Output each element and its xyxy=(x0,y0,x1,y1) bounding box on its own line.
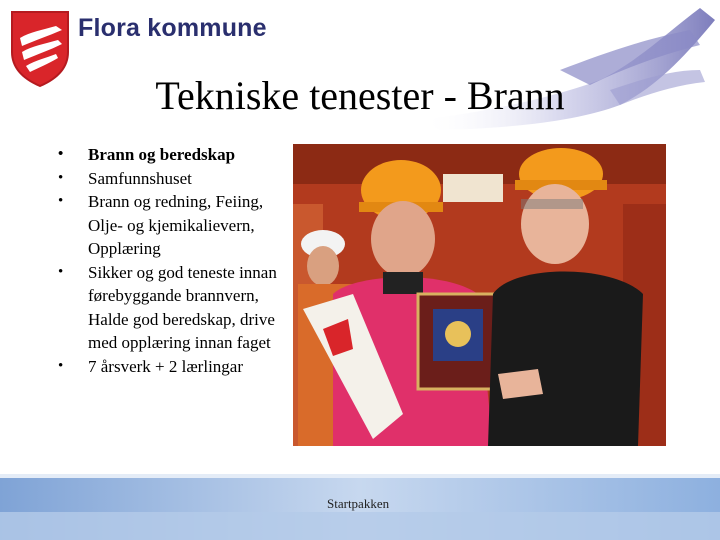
bullet-item: • Sikker og god teneste innan førebyggande brannvern, Halde god beredskap, drive med opplæring innan faget xyxy=(58,261,290,355)
bullet-item: • 7 årsverk + 2 lærlingar xyxy=(58,355,290,379)
bullet-item: • Samfunnshuset xyxy=(58,167,290,191)
bullet-item: • Brann og beredskap xyxy=(58,143,290,167)
photo-image xyxy=(293,144,666,446)
footer-label: Startpakken xyxy=(327,496,390,511)
bullet-list xyxy=(58,143,290,378)
slide-title: Tekniske tenester - Brann xyxy=(155,73,565,118)
organization-name: Flora kommune xyxy=(78,14,267,42)
bullet-item: • Brann og redning, Feiing, Olje- og kjemikalievern, Opplæring xyxy=(58,190,290,261)
